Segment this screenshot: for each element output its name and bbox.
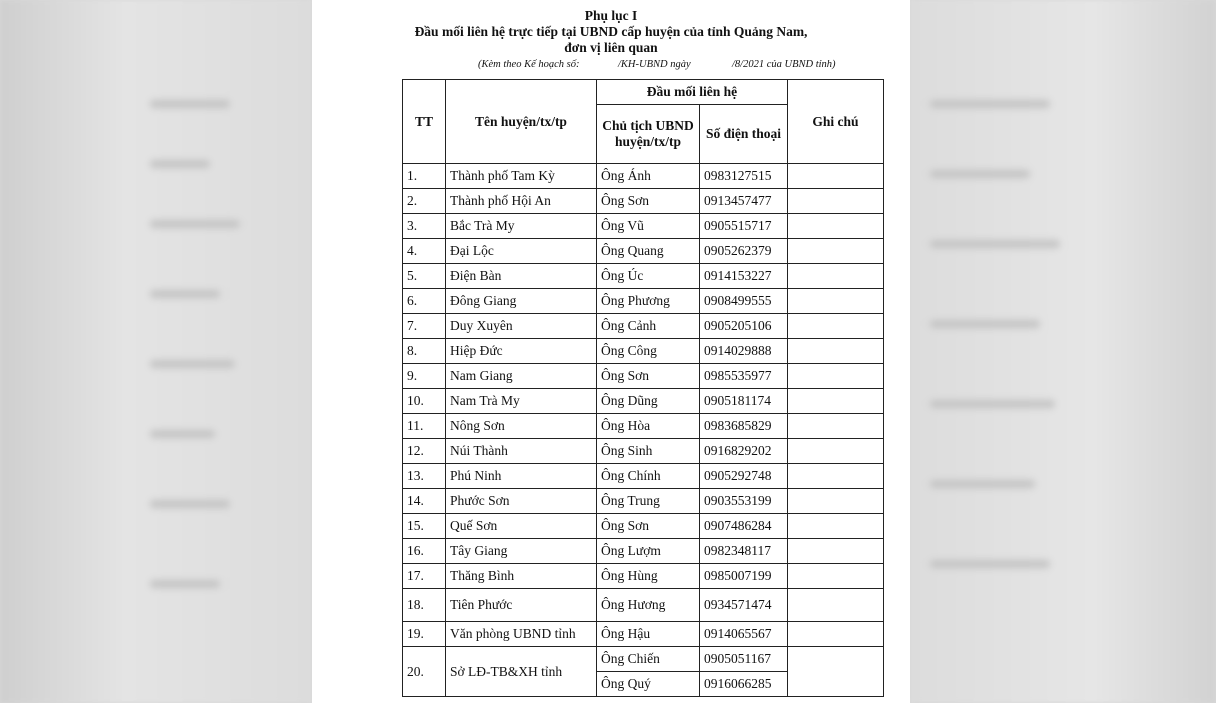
row-tt: 9. bbox=[403, 364, 446, 389]
row-chairman: Ông Sơn bbox=[597, 189, 700, 214]
row-tt: 20. bbox=[403, 647, 446, 697]
row-name: Phú Ninh bbox=[446, 464, 597, 489]
table-row bbox=[403, 364, 884, 389]
row-note bbox=[788, 464, 884, 489]
row-chairman: Ông Sơn bbox=[597, 514, 700, 539]
row-phone: 0983127515 bbox=[700, 164, 788, 189]
document-heading-line1: Đầu mối liên hệ trực tiếp tại UBND cấp huyện của tỉnh Quảng Nam, bbox=[414, 24, 808, 39]
row-name: Hiệp Đức bbox=[446, 339, 597, 364]
row-phone: 0914029888 bbox=[700, 339, 788, 364]
row-phone: 0914065567 bbox=[700, 622, 788, 647]
document-heading-line2: đơn vị liên quan bbox=[564, 40, 658, 55]
row-name: Bắc Trà My bbox=[446, 214, 597, 239]
blurred-background-right bbox=[910, 0, 1216, 703]
table-row bbox=[403, 622, 884, 647]
row-chairman: Ông Chính bbox=[597, 464, 700, 489]
table-row-20 bbox=[403, 647, 884, 672]
row-name: Văn phòng UBND tỉnh bbox=[446, 622, 597, 647]
row-chairman: Ông Hòa bbox=[597, 414, 700, 439]
row-chairman: Ông Sơn bbox=[597, 364, 700, 389]
row-name: Tây Giang bbox=[446, 539, 597, 564]
row-note bbox=[788, 239, 884, 264]
row-phone: 0905262379 bbox=[700, 239, 788, 264]
row-name: Núi Thành bbox=[446, 439, 597, 464]
row-chairman: Ông Hùng bbox=[597, 564, 700, 589]
row-phone: 0908499555 bbox=[700, 289, 788, 314]
row-note bbox=[788, 439, 884, 464]
row-phone: 0985535977 bbox=[700, 364, 788, 389]
row-chairman: Ông Quý bbox=[597, 672, 700, 697]
row-note bbox=[788, 264, 884, 289]
row-chairman: Ông Hương bbox=[597, 589, 700, 622]
row-tt: 15. bbox=[403, 514, 446, 539]
row-chairman: Ông Ánh bbox=[597, 164, 700, 189]
table-body bbox=[403, 164, 884, 697]
row-tt: 10. bbox=[403, 389, 446, 414]
row-note bbox=[788, 289, 884, 314]
table-row bbox=[403, 489, 884, 514]
table-row bbox=[403, 189, 884, 214]
row-tt: 17. bbox=[403, 564, 446, 589]
row-name: Phước Sơn bbox=[446, 489, 597, 514]
row-chairman: Ông Trung bbox=[597, 489, 700, 514]
table-row bbox=[403, 339, 884, 364]
table-row bbox=[403, 214, 884, 239]
row-tt: 5. bbox=[403, 264, 446, 289]
appendix-title: Phụ lục I bbox=[584, 8, 638, 23]
row-name: Nam Giang bbox=[446, 364, 597, 389]
row-tt: 16. bbox=[403, 539, 446, 564]
row-tt: 13. bbox=[403, 464, 446, 489]
header-chairman: Chủ tịch UBND huyện/tx/tp bbox=[597, 105, 700, 164]
row-name: Sở LĐ-TB&XH tỉnh bbox=[446, 647, 597, 697]
row-name: Thăng Bình bbox=[446, 564, 597, 589]
row-phone: 0916066285 bbox=[700, 672, 788, 697]
table-row bbox=[403, 239, 884, 264]
row-name: Điện Bàn bbox=[446, 264, 597, 289]
row-chairman: Ông Dũng bbox=[597, 389, 700, 414]
blurred-background-left bbox=[0, 0, 312, 703]
row-phone: 0905515717 bbox=[700, 214, 788, 239]
row-note bbox=[788, 214, 884, 239]
row-note bbox=[788, 339, 884, 364]
table-row bbox=[403, 289, 884, 314]
row-phone: 0905292748 bbox=[700, 464, 788, 489]
row-chairman: Ông Quang bbox=[597, 239, 700, 264]
header-name: Tên huyện/tx/tp bbox=[446, 80, 597, 164]
contacts-table bbox=[402, 79, 884, 697]
row-phone: 0903553199 bbox=[700, 489, 788, 514]
row-phone: 0985007199 bbox=[700, 564, 788, 589]
row-tt: 3. bbox=[403, 214, 446, 239]
row-phone: 0907486284 bbox=[700, 514, 788, 539]
row-tt: 19. bbox=[403, 622, 446, 647]
row-phone: 0914153227 bbox=[700, 264, 788, 289]
table-row bbox=[403, 264, 884, 289]
header-contact-group: Đầu mối liên hệ bbox=[597, 80, 788, 105]
row-tt: 7. bbox=[403, 314, 446, 339]
row-phone: 0913457477 bbox=[700, 189, 788, 214]
row-note bbox=[788, 564, 884, 589]
header-phone: Số điện thoại bbox=[700, 105, 788, 164]
row-name: Nam Trà My bbox=[446, 389, 597, 414]
table-row bbox=[403, 164, 884, 189]
row-note bbox=[788, 489, 884, 514]
row-chairman: Ông Công bbox=[597, 339, 700, 364]
table-row bbox=[403, 414, 884, 439]
row-chairman: Ông Sinh bbox=[597, 439, 700, 464]
header-tt: TT bbox=[403, 80, 446, 164]
table-row bbox=[403, 564, 884, 589]
row-phone: 0905181174 bbox=[700, 389, 788, 414]
row-chairman: Ông Chiến bbox=[597, 647, 700, 672]
row-chairman: Ông Úc bbox=[597, 264, 700, 289]
row-note bbox=[788, 514, 884, 539]
subtitle-suffix: /8/2021 của UBND tỉnh) bbox=[732, 59, 836, 70]
row-chairman: Ông Phương bbox=[597, 289, 700, 314]
row-name: Tiên Phước bbox=[446, 589, 597, 622]
table-row bbox=[403, 514, 884, 539]
row-note bbox=[788, 189, 884, 214]
row-note bbox=[788, 414, 884, 439]
row-name: Đại Lộc bbox=[446, 239, 597, 264]
row-note bbox=[788, 622, 884, 647]
row-name: Nông Sơn bbox=[446, 414, 597, 439]
row-name: Thành phố Tam Kỳ bbox=[446, 164, 597, 189]
row-note bbox=[788, 539, 884, 564]
row-phone: 0934571474 bbox=[700, 589, 788, 622]
row-note bbox=[788, 314, 884, 339]
subtitle-mid: /KH-UBND ngày bbox=[618, 59, 691, 70]
row-name: Duy Xuyên bbox=[446, 314, 597, 339]
table-row bbox=[403, 389, 884, 414]
row-note bbox=[788, 364, 884, 389]
document-page bbox=[312, 0, 910, 703]
header-note: Ghi chú bbox=[788, 80, 884, 164]
row-note bbox=[788, 589, 884, 622]
row-tt: 4. bbox=[403, 239, 446, 264]
row-chairman: Ông Lượm bbox=[597, 539, 700, 564]
row-phone: 0905205106 bbox=[700, 314, 788, 339]
row-phone: 0983685829 bbox=[700, 414, 788, 439]
row-chairman: Ông Hậu bbox=[597, 622, 700, 647]
row-phone: 0916829202 bbox=[700, 439, 788, 464]
row-chairman: Ông Vũ bbox=[597, 214, 700, 239]
row-tt: 14. bbox=[403, 489, 446, 514]
row-note bbox=[788, 164, 884, 189]
row-phone: 0982348117 bbox=[700, 539, 788, 564]
row-note bbox=[788, 647, 884, 697]
subtitle-prefix: (Kèm theo Kế hoạch số: bbox=[478, 59, 580, 70]
row-tt: 2. bbox=[403, 189, 446, 214]
table-row bbox=[403, 464, 884, 489]
row-name: Đông Giang bbox=[446, 289, 597, 314]
row-tt: 1. bbox=[403, 164, 446, 189]
row-tt: 8. bbox=[403, 339, 446, 364]
row-name: Thành phố Hội An bbox=[446, 189, 597, 214]
row-phone: 0905051167 bbox=[700, 647, 788, 672]
table-row bbox=[403, 314, 884, 339]
row-name: Quế Sơn bbox=[446, 514, 597, 539]
row-tt: 12. bbox=[403, 439, 446, 464]
row-chairman: Ông Cảnh bbox=[597, 314, 700, 339]
table-row bbox=[403, 539, 884, 564]
table-row bbox=[403, 589, 884, 622]
row-note bbox=[788, 389, 884, 414]
table-row bbox=[403, 439, 884, 464]
row-tt: 18. bbox=[403, 589, 446, 622]
row-tt: 11. bbox=[403, 414, 446, 439]
row-tt: 6. bbox=[403, 289, 446, 314]
